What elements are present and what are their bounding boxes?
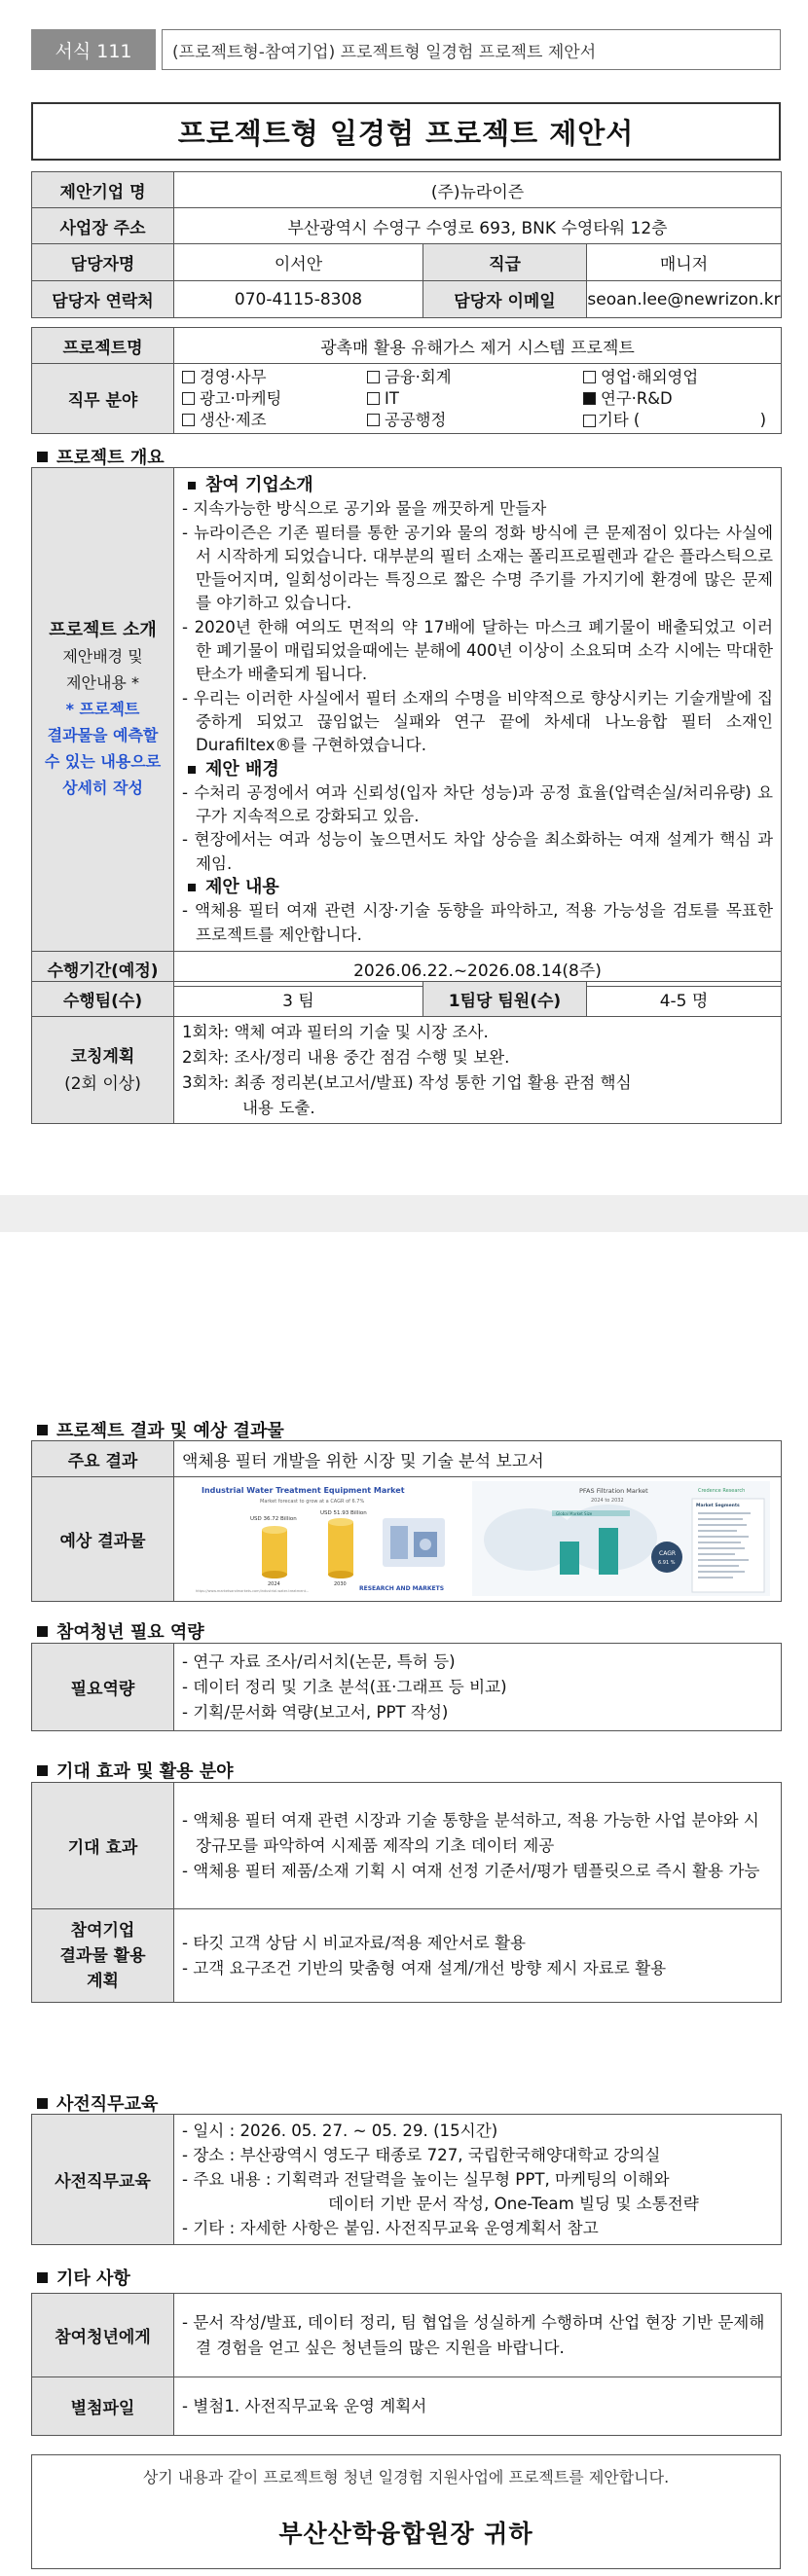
market-infographic-image — [192, 1481, 464, 1596]
training-table — [31, 2114, 782, 2245]
svg-text:CAGR: CAGR — [659, 1550, 677, 1557]
field-option[interactable]: 기타 ( ) — [583, 410, 766, 431]
members-value: 4-5 명 — [587, 982, 782, 1017]
field-option[interactable]: 생산·제조 — [182, 410, 367, 431]
page-2 — [0, 1232, 808, 2576]
training-label: 사전직무교육 — [32, 2115, 174, 2245]
training-details: - 일시 : 2026. 05. 27. ~ 05. 29. (15시간) - 장소 : 부산광역시 영도구 태종로 727, 국립한국해양대학교 강의실 - 주요 내용 : 기획력과 전달력을 높이는 실무형 PPT, 마케팅의 이해와 데이터 기반 문서 작성, One-Team 빌딩 및 소통전략 - 기타 : 자세한 사항은 붙임. 사전직무교육 운영계획서 참고 — [174, 2115, 782, 2245]
results-table — [31, 1440, 782, 1602]
square-bullet-icon — [37, 2272, 48, 2283]
checkbox-icon[interactable] — [182, 392, 195, 405]
field-option[interactable]: 경영·사무 — [182, 367, 367, 388]
expected-output-images — [174, 1477, 782, 1602]
manager-phone: 070-4115-8308 — [174, 281, 423, 318]
submission-footer — [31, 2454, 781, 2569]
position-label: 직급 — [423, 244, 587, 281]
checkbox-checked-icon[interactable] — [583, 392, 596, 405]
phone-label: 담당자 연락처 — [32, 281, 174, 318]
effects-label: 기대 효과 — [32, 1783, 174, 1909]
competency-label: 필요역량 — [32, 1644, 174, 1731]
square-bullet-icon — [37, 1765, 48, 1776]
image2-title: PFAS Filtration Market — [579, 1487, 648, 1495]
checkbox-icon[interactable] — [583, 415, 596, 427]
svg-text:Global Market Size: Global Market Size — [556, 1511, 593, 1516]
page-separator — [0, 1195, 808, 1232]
field-option-selected[interactable]: 연구·R&D — [583, 388, 774, 410]
section-competency-heading: 참여청년 필요 역량 — [37, 1618, 204, 1644]
field-option[interactable]: 금융·회계 — [367, 367, 583, 388]
effects-list: - 액체용 필터 여재 관련 시장과 기술 통향을 분석하고, 적용 가능한 사업 분야와 시장규모를 파악하여 시제품 제작의 기초 데이터 제공 - 액체용 필터 제품/소재 기획 시 여재 선정 기준서/평가 템플릿으로 즉시 활용 가능 — [174, 1783, 782, 1909]
image1-brand: RESEARCH AND MARKETS — [359, 1585, 445, 1592]
svg-text:2030: 2030 — [334, 1581, 347, 1587]
section-training-heading: 사전직무교육 — [37, 2090, 158, 2116]
image1-value-1: USD 36.72 Billion — [250, 1516, 297, 1522]
overview-table — [31, 467, 782, 987]
section-effects-heading: 기대 효과 및 활용 분야 — [37, 1758, 234, 1783]
overview-label-cell: 프로젝트 소개 제안배경 및 제안내용 * * 프로젝트 결과물을 예측할 수 있는 내용으로 상세히 작성 — [32, 468, 174, 952]
image1-title: Industrial Water Treatment Equipment Market — [202, 1486, 405, 1495]
cylinder-2030 — [328, 1518, 353, 1578]
square-bullet-icon — [188, 482, 196, 490]
attachment-label: 별첨파일 — [32, 2377, 174, 2436]
youth-message-label: 참여청년에게 — [32, 2294, 174, 2377]
youth-message: - 문서 작성/발표, 데이터 정리, 팀 협업을 성실하게 수행하며 산업 현장 기반 문제해결 경험을 얻고 싶은 청년들의 많은 지원을 바랍니다. — [174, 2294, 782, 2377]
form-description: (프로젝트형-참여기업) 프로젝트형 일경험 프로젝트 제안서 — [162, 29, 781, 70]
square-bullet-icon — [37, 1626, 48, 1637]
teams-value: 3 팀 — [174, 982, 423, 1017]
period-label: 수행기간(예정) — [32, 951, 174, 986]
field-option[interactable]: 공공행정 — [367, 410, 583, 431]
image2-brand: Credence Research — [698, 1488, 746, 1494]
main-result-label: 주요 결과 — [32, 1441, 174, 1477]
section-overview-heading: 프로젝트 개요 — [37, 444, 165, 469]
coaching-label-cell: 코칭계획 (2회 이상) — [32, 1017, 174, 1124]
section-results-heading: 프로젝트 결과 및 예상 결과물 — [37, 1417, 284, 1442]
svg-text:6.91 %: 6.91 % — [658, 1560, 676, 1566]
form-number: 서식 111 — [31, 29, 156, 70]
email-label: 담당자 이메일 — [423, 281, 587, 318]
usage-plan-label: 참여기업 결과물 활용 계획 — [32, 1909, 174, 2003]
period-value: 2026.06.22.~2026.08.14(8주) — [174, 951, 782, 986]
attachment-value: - 별첨1. 사전직무교육 운영 계획서 — [174, 2377, 782, 2436]
teams-label: 수행팀(수) — [32, 982, 174, 1017]
usage-plan-list: - 타깃 고객 상담 시 비교자료/적용 제안서로 활용 - 고객 요구조건 기반의 맞춤형 여재 설계/개선 방향 제시 자료로 활용 — [174, 1909, 782, 2003]
job-field-options — [174, 364, 782, 434]
teams-coaching-table — [31, 981, 782, 1124]
image1-value-2: USD 51.93 Billion — [320, 1510, 367, 1516]
company-address: 부산광역시 수영구 수영로 693, BNK 수영타워 12층 — [174, 208, 782, 244]
company-name: (주)뉴라이즌 — [174, 172, 782, 208]
square-bullet-icon — [188, 884, 196, 891]
project-name-label: 프로젝트명 — [32, 328, 174, 364]
main-result: 액체용 필터 개발을 위한 시장 및 기술 분석 보고서 — [174, 1441, 782, 1477]
checkbox-icon[interactable] — [367, 392, 380, 405]
manager-label: 담당자명 — [32, 244, 174, 281]
field-option[interactable]: 영업·해외영업 — [583, 367, 774, 388]
document-title: 프로젝트형 일경험 프로젝트 제안서 — [31, 102, 781, 161]
company-info-table — [31, 171, 782, 318]
expected-output-label: 예상 결과물 — [32, 1477, 174, 1602]
square-bullet-icon — [188, 766, 196, 774]
square-bullet-icon — [37, 452, 48, 462]
competency-list: - 연구 자료 조사/리서치(논문, 특허 등) - 데이터 정리 및 기초 분석(표·그래프 등 비교) - 기획/문서화 역량(보고서, PPT 작성) — [174, 1644, 782, 1731]
checkbox-icon[interactable] — [367, 371, 380, 383]
members-label: 1팀당 팀원(수) — [423, 982, 587, 1017]
image2-subtitle: 2024 to 2032 — [591, 1498, 624, 1504]
company-name-label: 제안기업 명 — [32, 172, 174, 208]
square-bullet-icon — [37, 2098, 48, 2109]
checkbox-icon[interactable] — [583, 371, 596, 383]
competency-table — [31, 1643, 782, 1731]
section-etc-heading: 기타 사항 — [37, 2265, 130, 2290]
svg-text:Market Segments: Market Segments — [696, 1504, 740, 1508]
svg-text:2024: 2024 — [268, 1581, 280, 1587]
manager-name: 이서안 — [174, 244, 423, 281]
cagr-badge — [651, 1542, 682, 1573]
project-field-table — [31, 327, 782, 434]
page-1 — [0, 0, 808, 1195]
square-bullet-icon — [37, 1425, 48, 1435]
submission-statement: 상기 내용과 같이 프로젝트형 청년 일경험 지원사업에 프로젝트를 제안합니다. — [142, 2468, 670, 2486]
pfas-market-infographic-image — [472, 1481, 770, 1596]
machinery-illustration — [383, 1518, 445, 1567]
checkbox-icon[interactable] — [182, 371, 195, 383]
image1-subtitle: Market forecast to grow at a CAGR of 6.7% — [260, 1499, 365, 1505]
etc-table — [31, 2293, 782, 2436]
field-option[interactable]: IT — [367, 388, 583, 410]
job-field-label: 직무 분야 — [32, 364, 174, 434]
checkbox-icon[interactable] — [182, 414, 195, 426]
manager-position: 매니저 — [587, 244, 782, 281]
cylinder-2024 — [262, 1526, 287, 1578]
field-option[interactable]: 광고·마케팅 — [182, 388, 367, 410]
effects-table — [31, 1782, 782, 2003]
addressee: 부산산학융합원장 귀하 — [278, 2520, 533, 2548]
form-number-tag — [31, 29, 781, 70]
svg-text:https://www.marketsandmarkets.: https://www.marketsandmarkets.com/industrial-water-treatment... — [196, 1589, 310, 1593]
overview-content: 참여 기업소개 - 지속가능한 방식으로 공기와 물을 깨끗하게 만들자 - 뉴라이즌은 기존 필터를 통한 공기와 물의 정화 방식에 큰 문제점이 있다는 사실에서 시작하게 되었습니다. 대부분의 필터 소재는 폴리프로필렌과 같은 플라스틱으로 만들어지며, 일회성이라는 특징으로 짧은 수명 주기를 가지기에 환경에 많은 문제를 야기하고 있습니다. - 2020년 한해 여의도 면적의 약 17배에 달하는 마스크 폐기물이 배출되었고 이러한 폐기물이 매립되었을때에는 분해에 400년 이상이 소요되며 소각 시에는 막대한 탄소가 배출되게 됩니다. - 우리는 이러한 사실에서 필터 소재의 수명을 비약적으로 향상시키는 기술개발에 집중하게 되었고 끊임없는 실패와 연구 끝에 차세대 나노융합 필터 소재인Durafiltex®를 구현하였습니다. 제안 배경 - 수처리 공정에서 여과 신뢰성(입자 차단 성능)과 공정 효율(압력손실/처리유량) 요구가 지속적으로 강화되고 있음. - 현장에서는 여과 성능이 높으면서도 차압 상승을 최소화하는 여재 설계가 핵심 과제임. 제안 내용 - 액체용 필터 여재 관련 시장·기술 동향을 파악하고, 적용 가능성을 검토를 목표한 프로젝트를 제안합니다. — [174, 468, 782, 952]
address-label: 사업장 주소 — [32, 208, 174, 244]
checkbox-icon[interactable] — [367, 414, 380, 426]
manager-email: seoan.lee@newrizon.kr — [587, 281, 782, 318]
project-name: 광촉매 활용 유해가스 제거 시스템 프로젝트 — [174, 328, 782, 364]
coaching-plan: 1회차: 액체 여과 필터의 기술 및 시장 조사. 2회차: 조사/정리 내용 중간 점검 수행 및 보완. 3회차: 최종 정리본(보고서/발표) 작성 통한 기업 활용 관점 핵심 내용 도출. — [174, 1017, 782, 1124]
